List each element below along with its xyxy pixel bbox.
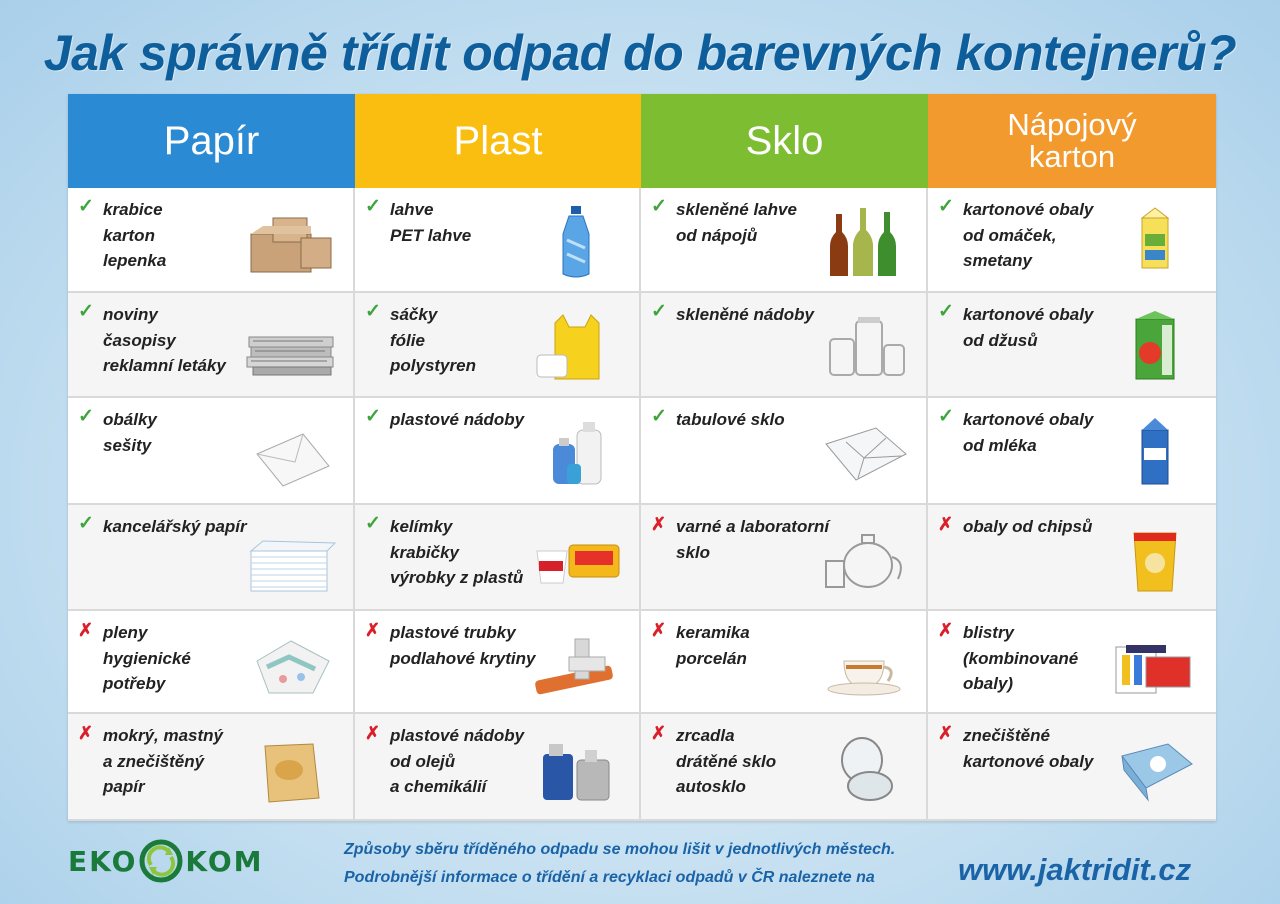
item-list xyxy=(103,407,157,458)
item-text: kelímky xyxy=(390,517,453,536)
dirty-carton-icon xyxy=(1106,730,1202,804)
check-icon: ✓ xyxy=(365,301,381,322)
ekokom-logo xyxy=(68,836,268,886)
column-header-plast xyxy=(355,94,641,188)
item-text: sklo xyxy=(676,542,711,562)
item-text: od nápojů xyxy=(676,225,758,245)
logo-text-right: KOM xyxy=(185,844,264,878)
table-cell xyxy=(355,505,641,611)
item-text: pleny xyxy=(103,623,148,642)
table-cell xyxy=(928,714,1216,821)
item-list xyxy=(103,197,166,274)
item-list xyxy=(963,723,1093,774)
item-text: skleněné lahve xyxy=(676,200,797,219)
check-icon: ✓ xyxy=(78,513,94,534)
item-text: plastové nádoby xyxy=(390,726,525,745)
cross-icon: ✗ xyxy=(651,514,667,534)
item-text: od mléka xyxy=(963,435,1037,455)
item-text: polystyren xyxy=(390,356,476,375)
item-text: karton xyxy=(103,225,155,245)
envelope-icon xyxy=(243,414,339,488)
item-list xyxy=(963,620,1078,697)
item-text: drátěné sklo xyxy=(676,751,777,771)
table-cell xyxy=(928,611,1216,714)
teacup-icon xyxy=(816,627,912,701)
table-cell xyxy=(928,505,1216,611)
check-icon: ✓ xyxy=(651,196,667,217)
item-list xyxy=(390,407,524,433)
item-text: tabulové sklo xyxy=(676,410,785,429)
item-list xyxy=(390,723,524,800)
item-text: fólie xyxy=(390,330,425,350)
item-list xyxy=(103,620,191,697)
item-text: výrobky z plastů xyxy=(390,568,524,587)
table-cell xyxy=(68,505,355,611)
check-icon: ✓ xyxy=(938,406,954,427)
check-icon: ✓ xyxy=(365,406,381,427)
column-header-label: Plast xyxy=(453,118,543,163)
item-text: reklamní letáky xyxy=(103,356,226,375)
item-list xyxy=(390,620,535,671)
page-title: Jak správně třídit odpad do barevných kontejnerů? xyxy=(43,25,1237,81)
item-text: keramika xyxy=(676,623,750,642)
item-list xyxy=(676,514,829,565)
cross-icon: ✗ xyxy=(938,514,954,534)
item-list xyxy=(676,407,785,433)
table-cell xyxy=(355,188,641,293)
item-text: blistry xyxy=(963,623,1015,642)
greasy-paper-icon xyxy=(243,730,339,804)
table-cell xyxy=(355,611,641,714)
item-text: autosklo xyxy=(676,777,746,796)
check-icon: ✓ xyxy=(78,406,94,427)
item-text: obálky xyxy=(103,410,157,429)
item-text: kartonové obaly xyxy=(963,200,1094,219)
cross-icon: ✗ xyxy=(938,723,954,743)
table-cell xyxy=(641,398,928,505)
table-cell xyxy=(928,188,1216,293)
item-text: kartonové obaly xyxy=(963,751,1094,771)
chips-bag-icon xyxy=(1106,521,1202,595)
table-cell xyxy=(68,611,355,714)
table-cell xyxy=(928,293,1216,398)
column-header-label: Papír xyxy=(163,118,260,163)
table-cell xyxy=(641,714,928,821)
item-list xyxy=(963,514,1092,540)
item-text: od omáček, xyxy=(963,225,1057,245)
item-text: sešity xyxy=(103,435,152,455)
item-list xyxy=(103,723,223,800)
website-link[interactable]: www.jaktridit.cz xyxy=(958,852,1192,887)
table-cell xyxy=(355,293,641,398)
paper-stack-icon xyxy=(243,521,339,595)
item-text: smetany xyxy=(963,251,1032,270)
item-list xyxy=(390,197,471,248)
item-list xyxy=(963,302,1093,353)
item-list xyxy=(103,302,226,379)
item-text: potřeby xyxy=(103,674,166,693)
item-text: kancelářský papír xyxy=(103,517,247,536)
item-text: skleněné nádoby xyxy=(676,305,814,324)
item-list xyxy=(963,197,1093,274)
item-text: mokrý, mastný xyxy=(103,726,223,745)
blister-packs-icon xyxy=(1106,627,1202,701)
item-text: porcelán xyxy=(676,648,747,668)
item-list xyxy=(390,514,523,591)
item-text: od olejů xyxy=(390,751,456,771)
check-icon: ✓ xyxy=(938,196,954,217)
cross-icon: ✗ xyxy=(78,620,94,640)
item-text: papír xyxy=(103,777,145,796)
column-header-label: Nápojový karton xyxy=(1007,107,1137,174)
pet-bottle-icon xyxy=(529,204,625,278)
diaper-icon xyxy=(243,627,339,701)
check-icon: ✓ xyxy=(365,196,381,217)
item-text: kartonové obaly xyxy=(963,305,1094,324)
item-list xyxy=(676,302,814,328)
item-text: zrcadla xyxy=(676,726,735,745)
check-icon: ✓ xyxy=(651,406,667,427)
yogurt-cups-icon xyxy=(529,521,625,595)
item-list xyxy=(963,407,1093,458)
check-icon: ✓ xyxy=(651,301,667,322)
logo-text-left: EKO xyxy=(68,844,138,878)
item-text: a chemikálií xyxy=(390,777,487,796)
glass-teapot-icon xyxy=(816,521,912,595)
item-text: krabičky xyxy=(390,542,459,562)
sorting-table xyxy=(68,94,1216,821)
item-text: obaly) xyxy=(963,674,1014,693)
table-cell xyxy=(641,293,928,398)
item-text: sáčky xyxy=(390,305,438,324)
check-icon: ✓ xyxy=(938,301,954,322)
item-text: hygienické xyxy=(103,648,191,668)
check-icon: ✓ xyxy=(365,513,381,534)
item-text: krabice xyxy=(103,200,163,219)
table-cell xyxy=(641,611,928,714)
table-cell xyxy=(641,505,928,611)
plastic-bag-icon xyxy=(529,309,625,383)
item-text: kartonové obaly xyxy=(963,410,1094,429)
check-icon: ✓ xyxy=(78,196,94,217)
cream-carton-icon xyxy=(1106,204,1202,278)
plastic-pipes-icon xyxy=(529,627,625,701)
item-list xyxy=(676,723,776,800)
milk-carton-icon xyxy=(1106,414,1202,488)
item-text: od džusů xyxy=(963,330,1038,350)
table-cell xyxy=(68,398,355,505)
item-text: lepenka xyxy=(103,251,167,270)
item-list xyxy=(103,514,247,540)
column-header-label: Sklo xyxy=(745,118,824,163)
juice-carton-icon xyxy=(1106,309,1202,383)
table-cell xyxy=(68,714,355,821)
item-list xyxy=(390,302,476,379)
item-text: a znečištěný xyxy=(103,751,205,771)
check-icon: ✓ xyxy=(78,301,94,322)
table-cell xyxy=(928,398,1216,505)
glass-bottles-icon xyxy=(816,204,912,278)
plastic-containers-icon xyxy=(529,414,625,488)
cross-icon: ✗ xyxy=(365,723,381,743)
glass-jars-icon xyxy=(816,309,912,383)
cardboard-boxes-icon xyxy=(243,204,339,278)
recycle-ring-icon xyxy=(139,839,183,883)
broken-glass-icon xyxy=(816,414,912,488)
item-text: plastové trubky xyxy=(390,623,516,642)
footer-note-line2: Podrobnější informace o třídění a recyklaci odpadů v ČR naleznete na xyxy=(344,869,875,886)
item-text: znečištěné xyxy=(963,726,1050,745)
item-text: lahve xyxy=(390,200,434,219)
cross-icon: ✗ xyxy=(365,620,381,640)
item-text: obaly od chipsů xyxy=(963,517,1093,536)
mirror-icon xyxy=(816,730,912,804)
item-text: varné a laboratorní xyxy=(676,517,830,536)
cross-icon: ✗ xyxy=(78,723,94,743)
item-text: PET lahve xyxy=(390,225,472,245)
cross-icon: ✗ xyxy=(651,620,667,640)
table-cell xyxy=(68,293,355,398)
item-text: časopisy xyxy=(103,330,176,350)
item-list xyxy=(676,197,797,248)
column-header-papir xyxy=(68,94,355,188)
cross-icon: ✗ xyxy=(938,620,954,640)
table-cell xyxy=(68,188,355,293)
oil-canisters-icon xyxy=(529,730,625,804)
footer-note-line1: Způsoby sběru tříděného odpadu se mohou lišit v jednotlivých městech. xyxy=(344,841,896,858)
table-cell xyxy=(355,398,641,505)
item-text: plastové nádoby xyxy=(390,410,525,429)
newspapers-icon xyxy=(243,309,339,383)
column-header-karton xyxy=(928,94,1216,188)
column-header-sklo xyxy=(641,94,928,188)
item-list xyxy=(676,620,750,671)
table-cell xyxy=(355,714,641,821)
cross-icon: ✗ xyxy=(651,723,667,743)
item-text: noviny xyxy=(103,305,158,324)
table-cell xyxy=(641,188,928,293)
footer-note xyxy=(344,836,895,892)
item-text: podlahové krytiny xyxy=(390,648,536,668)
item-text: (kombinované xyxy=(963,648,1079,668)
